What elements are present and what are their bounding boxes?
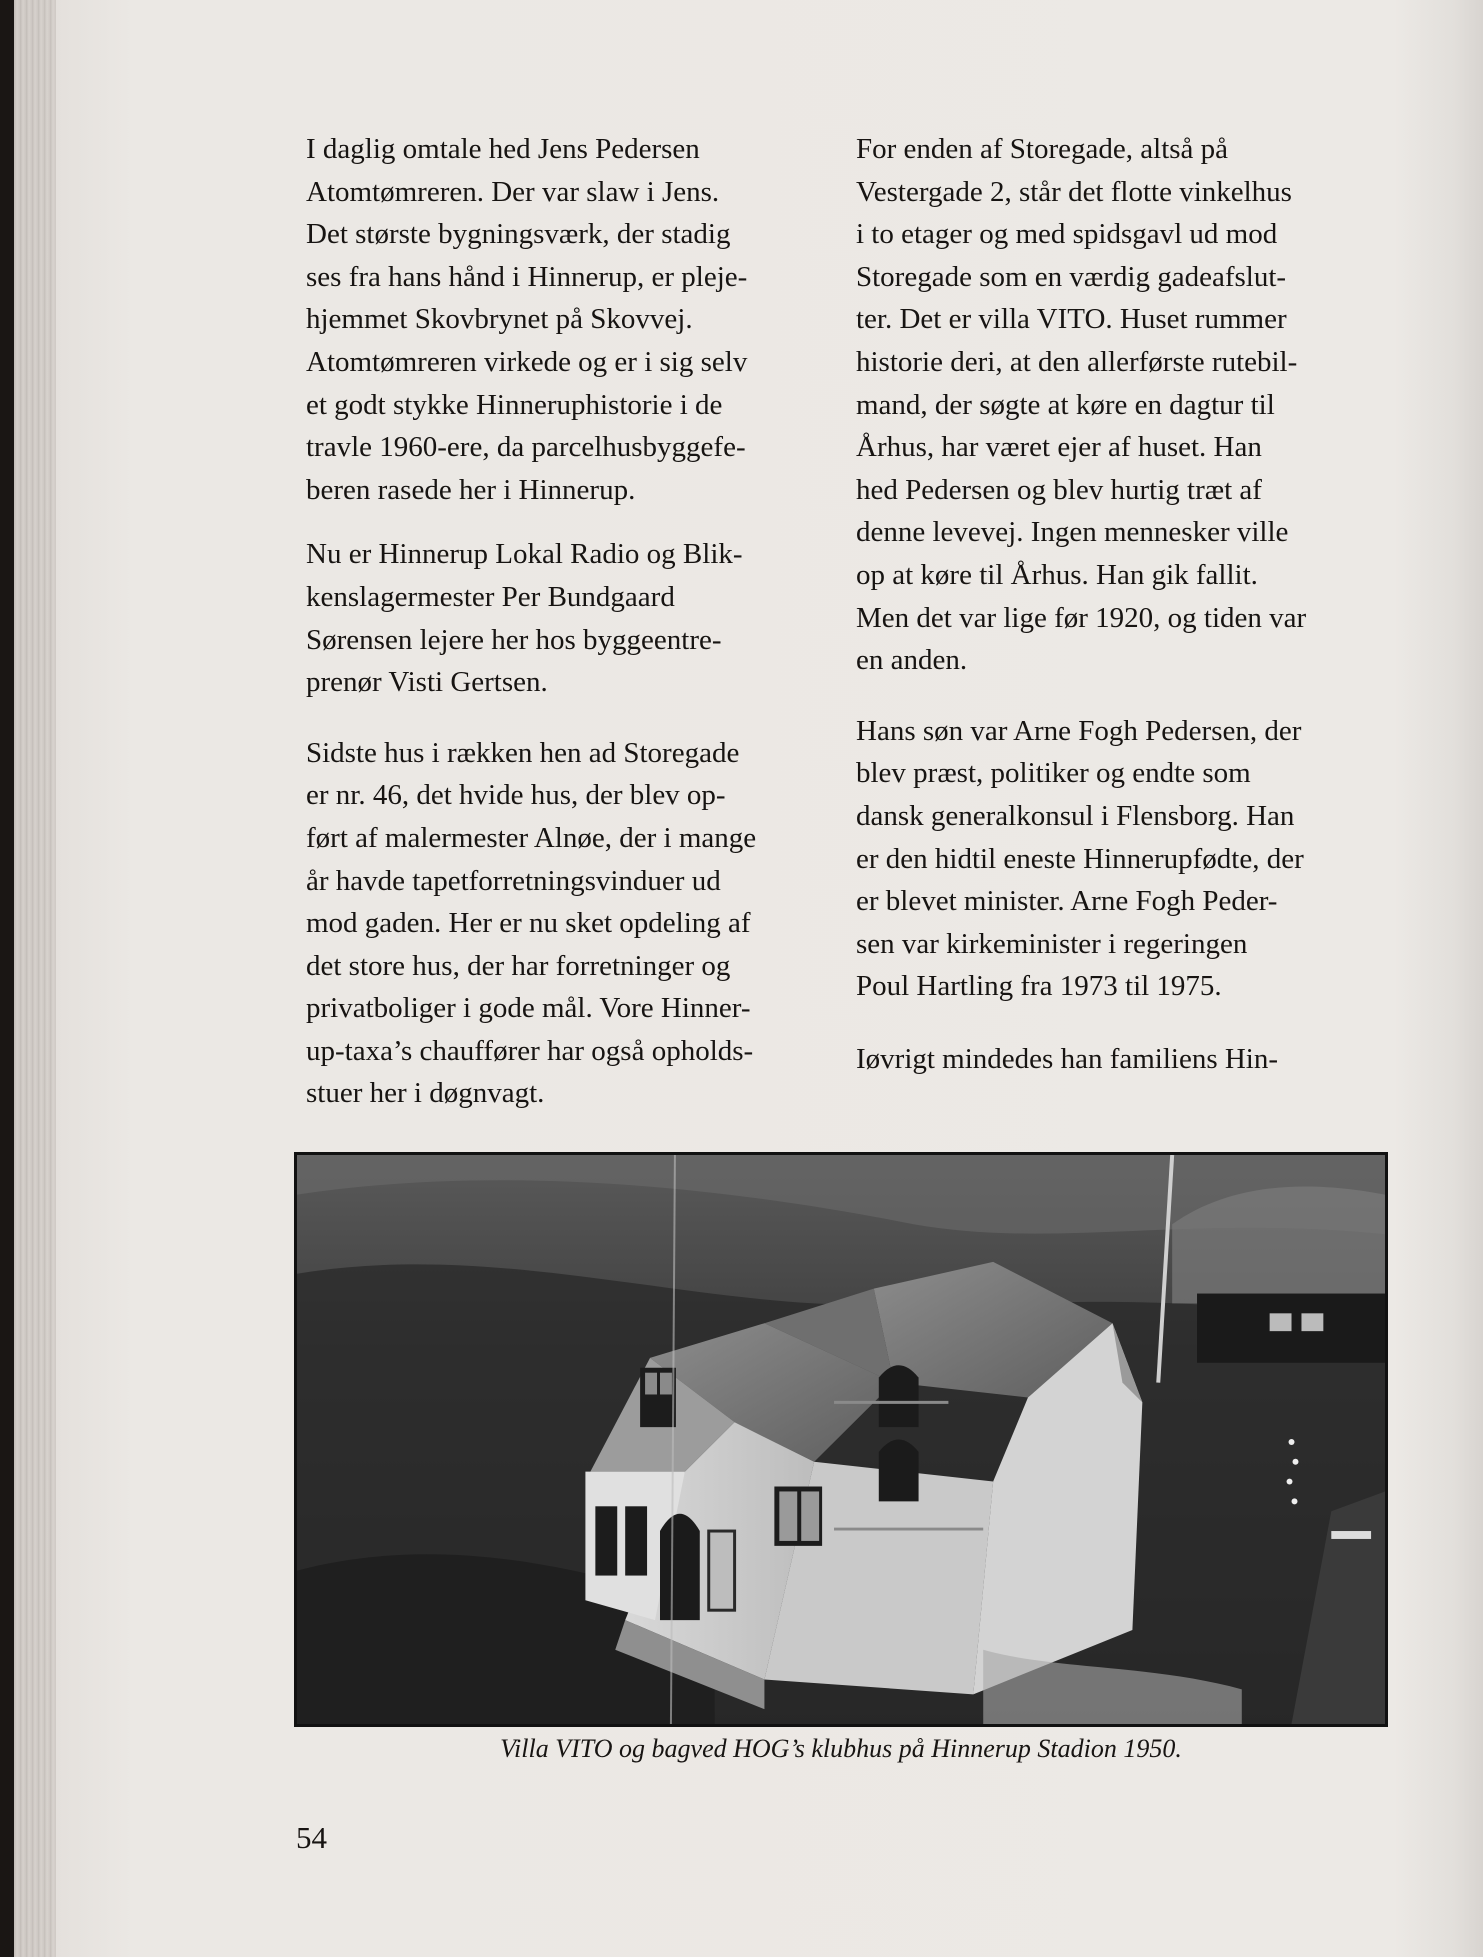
text-line: hjemmet Skovbrynet på Skovvej. [306, 303, 693, 336]
text-line: Det største bygningsværk, der stadig [306, 218, 731, 251]
text-line: For enden af Storegade, altså på [856, 133, 1229, 165]
text-line: er den hidtil eneste Hinnerupfødte, der [856, 842, 1304, 875]
text-line: Sørensen lejere her hos byggeentre- [306, 623, 722, 656]
text-line: Poul Hartling fra 1973 til 1975. [856, 970, 1222, 1003]
text-line: Hans søn var Arne Fogh Pedersen, der [856, 714, 1302, 747]
paragraph [306, 533, 826, 703]
text-line: historie deri, at den allerførste rutebil- [856, 345, 1298, 378]
paragraph [306, 732, 826, 1115]
text-line: Århus, har været ejer af huset. Han [856, 431, 1262, 464]
text-line: Atomtømreren. Der var slaw i Jens. [306, 175, 720, 208]
text-line: er nr. 46, det hvide hus, der blev op- [306, 779, 726, 812]
aerial-house-photo [294, 1152, 1388, 1727]
left-text-column [306, 128, 826, 1137]
text-line: beren rasede her i Hinnerup. [306, 473, 636, 506]
text-line: mod gaden. Her er nu sket opdeling af [306, 907, 751, 940]
text-line: kenslagermester Per Bundgaard [306, 580, 675, 613]
text-line: er blevet minister. Arne Fogh Peder- [856, 885, 1278, 918]
text-line: Sidste hus i rækken hen ad Storegade [306, 736, 740, 769]
text-line: travle 1960-ere, da parcelhusbyggefe- [306, 431, 746, 464]
text-line: blev præst, politiker og endte som [856, 757, 1251, 790]
text-line: Iøvrigt mindedes han familiens Hin- [856, 1042, 1279, 1075]
text-line: dansk generalkonsul i Flensborg. Han [856, 799, 1295, 832]
text-line: prenør Visti Gertsen. [306, 666, 548, 699]
paragraph [856, 1038, 1391, 1081]
page-edge-stack [14, 0, 56, 1957]
text-line: hed Pedersen og blev hurtig træt af [856, 473, 1262, 506]
text-line: Nu er Hinnerup Lokal Radio og Blik- [306, 538, 743, 571]
text-line: i to etager og med spidsgavl ud mod [856, 218, 1278, 251]
page-number: 54 [296, 1820, 327, 1855]
house-illustration-icon [297, 1155, 1385, 1724]
text-line: stuer her i døgnvagt. [306, 1077, 545, 1110]
text-line: mand, der søgte at køre en dagtur til [856, 388, 1275, 421]
text-line: det store hus, der har forretninger og [306, 949, 731, 982]
text-line: I daglig omtale hed Jens Pedersen [306, 133, 700, 165]
text-line: privatboliger i gode mål. Vore Hinner- [306, 992, 751, 1025]
text-line: Vestergade 2, står det flotte vinkelhus [856, 175, 1292, 208]
text-line: et godt stykke Hinneruphistorie i de [306, 388, 723, 421]
text-line: Storegade som en værdig gadeafslut- [856, 260, 1287, 293]
paragraph [856, 128, 1391, 682]
text-line: up-taxa’s chauffører har også opholds- [306, 1034, 754, 1067]
right-text-column [856, 128, 1391, 1102]
text-line: Atomtømreren virkede og er i sig selv [306, 345, 748, 378]
text-line: ses fra hans hånd i Hinnerup, er pleje- [306, 260, 748, 293]
text-line: en anden. [856, 644, 968, 677]
text-line: op at køre til Århus. Han gik fallit. [856, 558, 1258, 591]
text-line: ter. Det er villa VITO. Huset rummer [856, 303, 1287, 336]
text-line: Men det var lige før 1920, og tiden var [856, 601, 1307, 634]
paragraph [306, 128, 826, 511]
photo-caption: Villa VITO og bagved HOG’s klubhus på Hinnerup Stadion 1950. [500, 1734, 1182, 1763]
text-line: denne levevej. Ingen mennesker ville [856, 516, 1289, 549]
paragraph [856, 710, 1391, 1008]
text-line: år havde tapetforretningsvinduer ud [306, 864, 721, 897]
text-line: sen var kirkeminister i regeringen [856, 927, 1248, 960]
book-page [14, 0, 1483, 1957]
text-line: ført af malermester Alnøe, der i mange [306, 821, 757, 854]
